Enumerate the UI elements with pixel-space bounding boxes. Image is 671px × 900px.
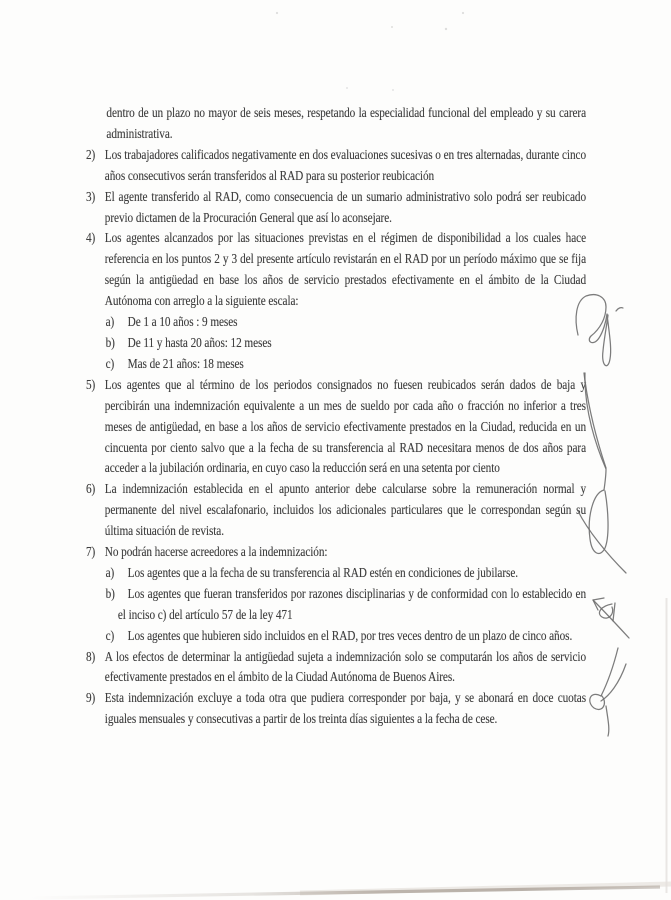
item-number: c) xyxy=(105,355,115,371)
item-number: 2) xyxy=(86,146,96,162)
paragraph xyxy=(86,542,586,563)
item-number: 9) xyxy=(86,690,96,706)
paragraph xyxy=(86,647,586,689)
paragraph xyxy=(86,228,586,312)
paragraph-text: Los agentes que a la fecha de su transferencia al RAD estén en condiciones de jubilarse. xyxy=(127,564,518,580)
paragraph xyxy=(86,479,586,542)
document-text-block xyxy=(86,103,586,730)
item-number: c) xyxy=(105,627,115,643)
item-number: b) xyxy=(105,334,115,350)
item-number: 5) xyxy=(86,376,96,392)
item-number: 8) xyxy=(86,648,96,664)
item-number: b) xyxy=(105,585,115,601)
paragraph-text: De 11 y hasta 20 años: 12 meses xyxy=(127,334,272,350)
paragraph xyxy=(86,187,586,229)
item-number: a) xyxy=(105,564,115,580)
paragraph-text: De 1 a 10 años : 9 meses xyxy=(127,314,238,330)
paragraph-text: A los efectos de determinar la antigüedad sujeta a indemnización solo se computarán los años de servicio efectivamente prestados en el ámbito de la Ciudad Autónoma de Buenos Aires. xyxy=(104,648,587,685)
paragraph-text: Los agentes alcanzados por las situaciones previstas en el régimen de disponibilidad a los cuales hace referencia en los puntos 2 y 3 del presente artículo revistarán en el RAD por un período máximo que se fija según la antigüedad en base los años de servicio prestados efectivamente en el ámbito de la Ciudad Autónoma con arreglo a la siguiente escala: xyxy=(104,230,587,309)
dust-speck xyxy=(276,12,464,91)
paragraph xyxy=(86,103,586,145)
bottom-scan-shadow-soft xyxy=(300,884,671,893)
handwritten-check-arrow xyxy=(593,598,629,638)
item-number: 3) xyxy=(86,188,96,204)
handwritten-flourish xyxy=(590,648,626,736)
paragraph-text: No podrán hacerse acreedores a la indemnización: xyxy=(104,544,328,560)
paragraph-text: Los agentes que al término de los periodos consignados no fuesen reubicados serán dados de baja y percibirán una indemnización equivalente a un mes de sueldo por cada año o fracción no inferior a tres meses de antigüedad, en base a los años de servicio efectivamente prestados en la Ciudad, reducida en un cincuenta por ciento salvo que a la fecha de su transferencia al RAD necesitara menos de dos años para acceder a la jubilación ordinaria, en cuyo caso la reducción será en una setenta por ciento xyxy=(104,376,587,476)
paragraph xyxy=(86,688,586,730)
paragraph-text: Esta indemnización excluye a toda otra que pudiera corresponder por baja, y se abonará en doce cuotas iguales mensuales y consecutivas a partir de los treinta días siguientes a la fecha de cese. xyxy=(104,690,587,727)
paragraph xyxy=(86,375,586,480)
paragraph xyxy=(106,312,586,333)
item-number: a) xyxy=(105,314,115,330)
paragraph-text: Los agentes que fueran transferidos por razones disciplinarias y de conformidad con lo establecido en el inciso c) del artículo 57 de la ley 471 xyxy=(117,585,587,622)
paragraph-text: Los trabajadores calificados negativamente en dos evaluaciones sucesivas o en tres alternadas, durante cinco años consecutivos serán transferidos al RAD para su posterior reubicación xyxy=(104,146,587,183)
paragraph xyxy=(86,145,586,187)
paragraph-text: Los agentes que hubieren sido incluidos en el RAD, por tres veces dentro de un plazo de cinco años. xyxy=(127,627,573,643)
paragraph xyxy=(106,563,586,584)
item-number: 7) xyxy=(86,544,96,560)
bottom-scan-shadow xyxy=(30,887,660,898)
paragraph xyxy=(106,626,586,647)
paragraph-text: Mas de 21 años: 18 meses xyxy=(127,355,244,371)
paragraph-text: La indemnización establecida en el apunto anterior debe calcularse sobre la remuneración normal y permanente del nivel escalafonario, incluidos los adicionales particulares que le correspondan según su última situación de revista. xyxy=(104,481,587,539)
paragraph-text: dentro de un plazo no mayor de seis meses, respetando la especialidad funcional del empleado y su carera administrativa. xyxy=(106,105,587,141)
paragraph xyxy=(106,584,586,626)
paragraph xyxy=(106,333,586,354)
item-number: 6) xyxy=(86,481,96,497)
item-number: 4) xyxy=(86,230,96,246)
paragraph xyxy=(106,354,586,375)
paragraph-text: El agente transferido al RAD, como consecuencia de un sumario administrativo solo podrá ser reubicado previo dictamen de la Procuración General que así lo aconsejare. xyxy=(104,188,587,225)
